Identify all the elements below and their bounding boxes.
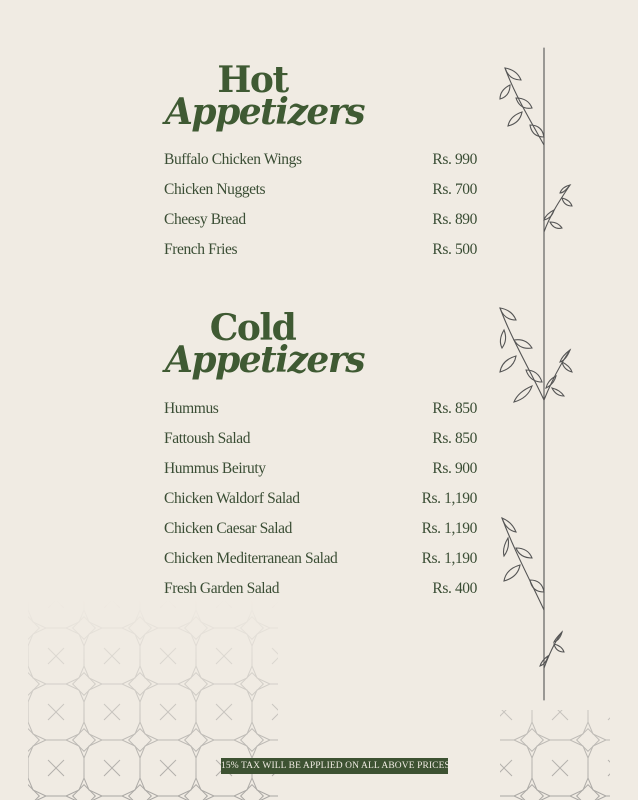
cold-appetizers-title [165,307,365,381]
item-name: Chicken Waldorf Salad [164,490,300,507]
list-item [164,460,477,490]
item-name: Chicken Mediterranean Salad [164,550,338,567]
hot-title-line1: Hot [217,59,288,101]
item-price: Rs. 1,190 [421,550,477,567]
list-item [164,241,477,271]
item-name: French Fries [164,241,238,258]
item-price: Rs. 1,190 [421,490,477,507]
cold-title-line1: Cold [209,307,296,349]
tax-notice-banner: 15% TAX WILL BE APPLIED ON ALL ABOVE PRICES [221,758,448,774]
list-item [164,490,477,520]
list-item [164,520,477,550]
item-price: Rs. 850 [432,430,477,447]
item-price: Rs. 890 [432,211,477,228]
item-price: Rs. 990 [432,151,477,168]
item-name: Chicken Caesar Salad [164,520,293,537]
list-item [164,430,477,460]
item-price: Rs. 700 [432,181,477,198]
list-item [164,550,477,580]
item-name: Fattoush Salad [164,430,251,447]
cold-appetizers-list [164,400,477,610]
list-item [164,580,477,610]
item-name: Hummus [164,400,219,417]
item-price: Rs. 400 [432,580,477,597]
hot-appetizers-list [164,151,477,271]
item-price: Rs. 500 [432,241,477,258]
hot-appetizers-title [165,59,365,133]
item-name: Chicken Nuggets [164,181,266,198]
list-item [164,151,477,181]
leaf-vine-illustration [490,40,580,710]
item-name: Hummus Beiruty [164,460,266,477]
list-item [164,400,477,430]
item-name: Buffalo Chicken Wings [164,151,302,168]
cold-title-line2: Appetizers [165,339,365,381]
item-price: Rs. 900 [432,460,477,477]
item-price: Rs. 850 [432,400,477,417]
list-item [164,181,477,211]
item-name: Cheesy Bread [164,211,246,228]
item-price: Rs. 1,190 [421,520,477,537]
list-item [164,211,477,241]
item-name: Fresh Garden Salad [164,580,280,597]
hot-title-line2: Appetizers [165,91,365,133]
